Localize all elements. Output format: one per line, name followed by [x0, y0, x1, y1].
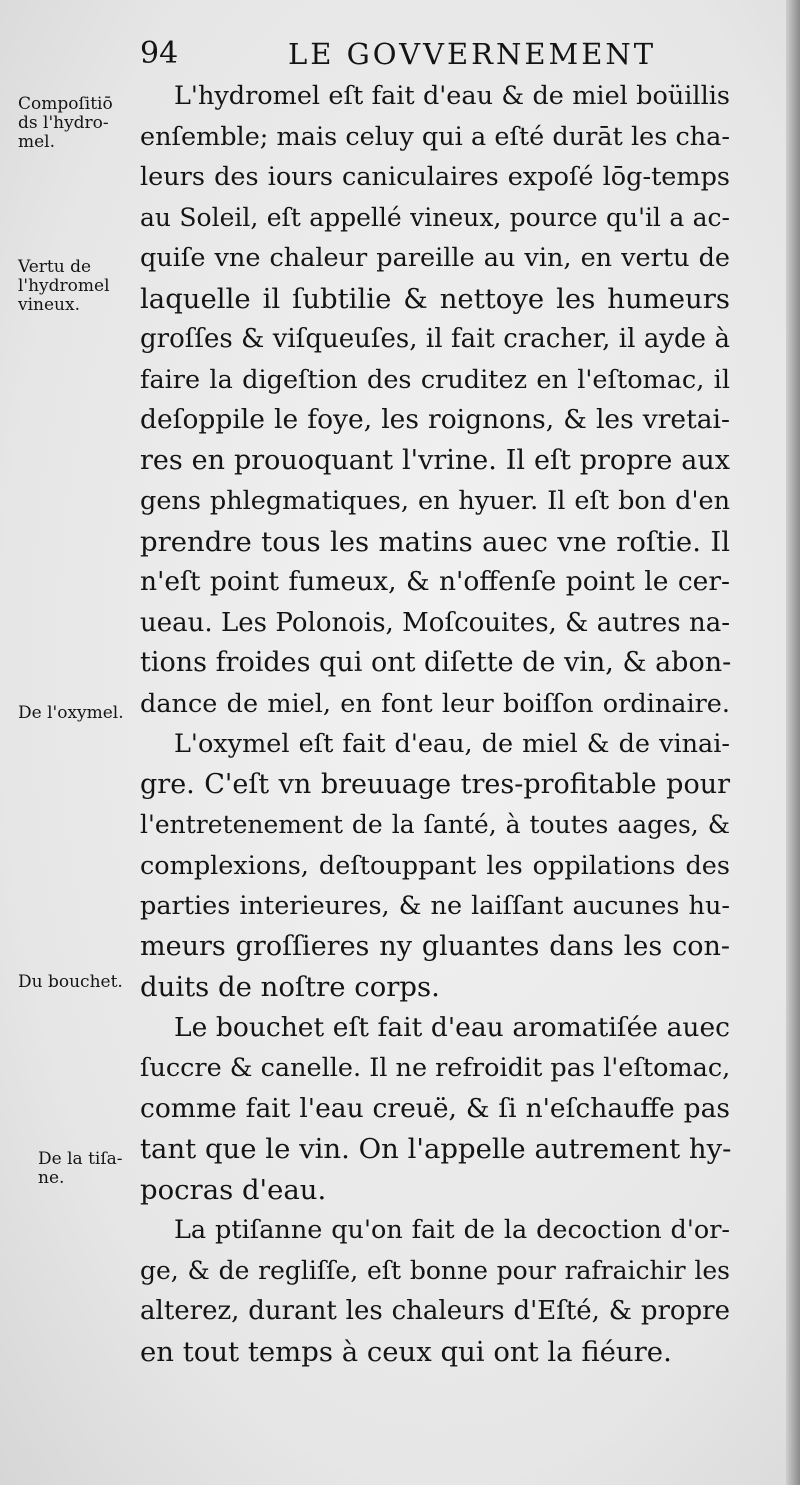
- text-line: res en prouoquant l'vrine. Il eſt propre aux: [140, 444, 730, 476]
- margin-note-line: ds l'hydro-: [18, 113, 109, 133]
- text-line: L'hydromel eſt fait d'eau & de miel boüillis: [174, 81, 730, 111]
- text-line: faire la digeſtion des cruditez en l'eſtomac, il: [140, 364, 730, 395]
- running-title: LE GOVVERNEMENT: [288, 37, 657, 71]
- body-text: [140, 76, 730, 1372]
- text-line: leurs des iours caniculaires expoſé lōg-temps: [140, 162, 730, 192]
- text-line: pocras d'eau.: [140, 1173, 327, 1206]
- text-line: groſſes & viſqueuſes, il fait cracher, il ayde à: [140, 324, 730, 354]
- text-line: La ptiſanne qu'on fait de la decoction d'or-: [174, 1215, 730, 1245]
- margin-note-line: Vertu de: [18, 257, 92, 277]
- text-line: deſoppile le foye, les roignons, & les vretai-: [140, 404, 730, 435]
- text-line: enſemble; mais celuy qui a eſté durāt les cha-: [140, 121, 730, 152]
- text-line: complexions, deſtouppant les oppilations des: [140, 850, 730, 881]
- text-line: duits de noſtre corps.: [140, 971, 440, 1003]
- text-line: comme fait l'eau creuë, & ſi n'eſchauffe pas: [140, 1092, 730, 1124]
- page-number: 94: [140, 36, 179, 71]
- text-line: meurs groſſieres ny gluantes dans les con-: [140, 930, 730, 962]
- page-header: [140, 34, 780, 74]
- text-line: quiſe vne chaleur pareille au vin, en vertu de: [140, 243, 730, 273]
- text-line: ge, & de regliſſe, eſt bonne pour rafraichir les: [140, 1255, 730, 1285]
- text-line: tant que le vin. On l'appelle autrement hy-: [140, 1133, 732, 1165]
- text-line: ueau. Les Polonois, Moſcouites, & autres na-: [140, 607, 730, 638]
- margin-note-line: De l'oxymel.: [18, 703, 124, 723]
- text-line: prendre tous les matins auec vne roſtie. Il: [140, 525, 730, 558]
- page-gutter-shadow: [786, 0, 800, 1485]
- paragraph-tisane: [140, 1210, 730, 1372]
- margin-note-line: Du bouchet.: [18, 972, 123, 992]
- text-line: L'oxymel eſt fait d'eau, de miel & de vinai-: [174, 729, 730, 759]
- margin-note-line: mel.: [18, 132, 56, 152]
- text-line: n'eſt point fumeux, & n'offenſe point le cer-: [140, 566, 730, 597]
- text-line: ſuccre & canelle. Il ne refroidit pas l'eſtomac,: [140, 1053, 731, 1083]
- text-line: gens phlegmatiques, en hyuer. Il eſt bon d'en: [140, 486, 730, 516]
- margin-note-line: De la tiſa-: [38, 1149, 123, 1169]
- text-line: laquelle il ſubtilie & nettoye les humeurs: [140, 282, 730, 315]
- text-line: en tout temps à ceux qui ont la fiéure.: [140, 1335, 672, 1368]
- text-line: parties interieures, & ne laiſſant aucunes hu-: [140, 891, 730, 921]
- margin-note-line: l'hydromel: [18, 276, 110, 296]
- margin-note-line: ne.: [38, 1168, 65, 1188]
- text-line: Le bouchet eſt fait d'eau aromatiſée auec: [174, 1011, 730, 1043]
- margin-note-bouchet: [18, 973, 140, 992]
- margin-note-composition: [18, 95, 140, 152]
- margin-note-line: Compoſitiō: [18, 94, 113, 114]
- margin-note-oxymel: [18, 704, 140, 723]
- text-line: tions froides qui ont diſette de vin, & abon-: [140, 647, 732, 678]
- margin-note-line: vineux.: [18, 295, 80, 315]
- paragraph-oxymel: [140, 724, 730, 1008]
- text-line: gre. C'eſt vn breuuage tres-profitable pour: [140, 768, 730, 800]
- margin-note-vertu: [18, 258, 140, 315]
- text-line: l'entretenement de la ſanté, à toutes aages, &: [140, 810, 730, 839]
- paragraph-hydromel: [140, 76, 730, 724]
- text-line: au Soleil, eſt appellé vineux, pource qu'il a ac-: [140, 202, 730, 232]
- text-line: dance de miel, en font leur boiſſon ordinaire.: [140, 688, 730, 719]
- text-line: alterez, durant les chaleurs d'Eſté, & propre: [140, 1296, 730, 1326]
- paragraph-bouchet: [140, 1008, 730, 1211]
